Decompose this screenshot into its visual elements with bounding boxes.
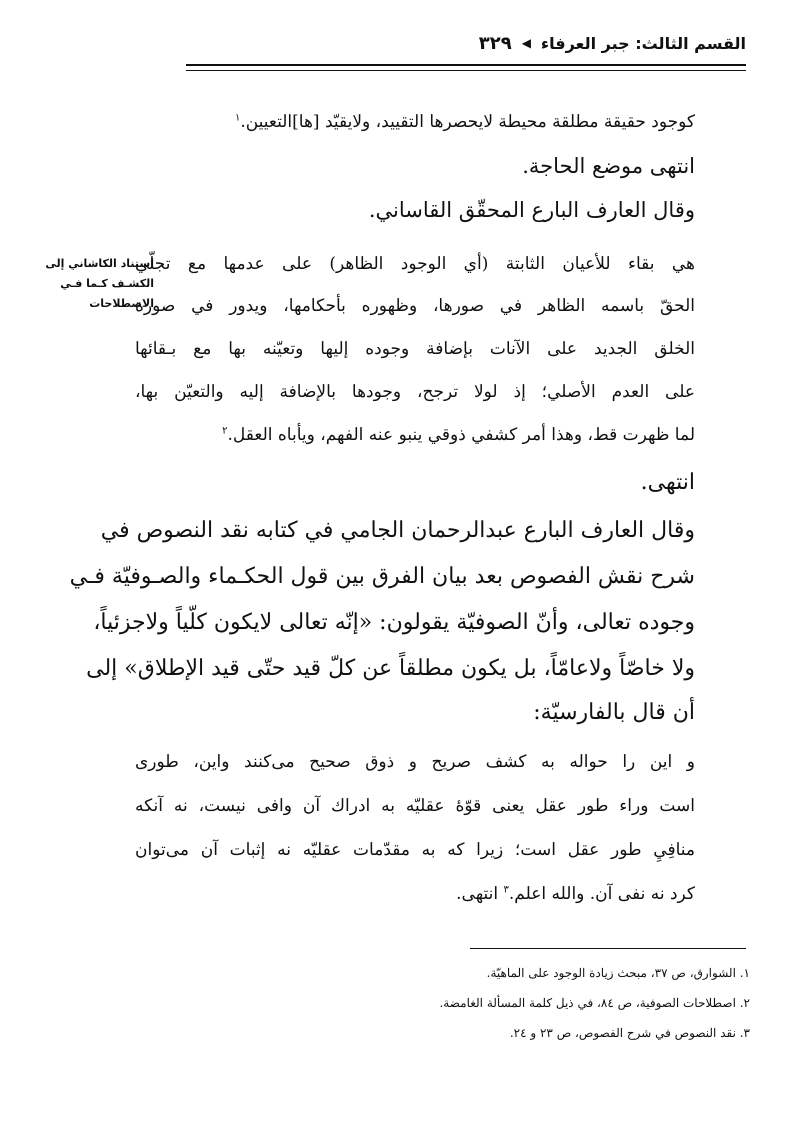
margin-note-line: الاصطلاحات xyxy=(89,297,154,310)
header-rule-thick xyxy=(186,64,746,66)
margin-note-line: الكشـف كـما فـي xyxy=(60,277,154,290)
paragraph-line-2: انتهى موضع الحاجة. xyxy=(522,154,695,178)
paragraph-line-13: ولا خاصّاً ولاعامّاً، بل يكون مطلقاً عن كلّ قيد حتّى قيد الإطلاق» إلى xyxy=(86,656,695,681)
persian-quote-line-4: كرد نه نفى آن. والله اعلم.$^٣$ انتهى. xyxy=(456,884,695,904)
header-rule-thin xyxy=(186,70,746,71)
paragraph-line-11: شرح نقش الفصوص بعد بيان الفرق بين قول الحكـماء والصـوفيّة فـي xyxy=(69,564,695,589)
paragraph-line-12: وجوده تعالى، وأنّ الصوفيّة يقولون: «إنّه تعالى لايكون كلّياً ولاجزئياً، xyxy=(93,610,695,635)
quote-line-4: هي بقاء للأعيان الثابتة (أي الوجود الظاهر) على عدمها مع تجلّي xyxy=(135,254,695,274)
triangle-left-icon: ◀ xyxy=(521,36,531,50)
persian-quote-line-2: است وراء طور عقل يعنى قوّهٔ عقليّه به ادراك آن وافى نيست، نه آنكه xyxy=(135,796,695,816)
quote-line-6: الخلق الجديد على الآنات بإضافة وجوده إليها وتعيّنه بها مع بـقائها xyxy=(135,339,695,359)
persian-quote-line-3: منافِيِ طور عقل است؛ زيرا كه به مقدّمات عقليّه نه إثبات آن مى‌توان xyxy=(135,840,695,860)
footnote-ref-3: ٣ xyxy=(503,884,509,896)
quote-line-1: كوجود حقيقة مطلقة محيطة لايحصرها التقييد، ولايقيّد [ها]التعيين.$^١$ xyxy=(234,112,695,132)
footnote-3: ٣. نقد النصوص في شرح الفصوص، ص ٢٣ و ٢٤. xyxy=(509,1026,750,1040)
quote-line-7: على العدم الأصلي؛ إذ لولا ترجح، وجودها بالإضافة إليه والتعيّن بها، xyxy=(135,382,695,402)
paragraph-line-3: وقال العارف البارع المحقّق القاساني. xyxy=(368,198,695,222)
footnote-1: ١. الشوارق، ص ٣٧، مبحث زيادة الوجود على الماهيّة. xyxy=(486,966,750,980)
quote-line-5: الحقّ باسمه الظاهر في صورها، وظهوره بأحكامها، ويدور في صورة xyxy=(135,296,695,316)
footnote-rule xyxy=(470,948,746,949)
running-title: القسم الثالث: جبر العرفاء xyxy=(540,33,746,53)
margin-note-line: استناد الكاشاني إلى xyxy=(45,257,154,270)
page-number: ٣٢٩ xyxy=(478,32,512,54)
paragraph-line-10: وقال العارف البارع عبدالرحمان الجامي في كتابه نقد النصوص في xyxy=(100,518,695,543)
footnote-ref-2: ٢ xyxy=(222,425,228,437)
footnote-2: ٢. اصطلاحات الصوفية، ص ٨٤، في ذيل كلمة المسألة الغامضة. xyxy=(439,996,750,1010)
paragraph-line-14: أن قال بالفارسيّة: xyxy=(533,700,695,725)
quote-line-8: لما ظهرت قط، وهذا أمر كشفي ذوقي ينبو عنه الفهم، ويأباه العقل.$^٢$ xyxy=(222,425,695,445)
running-header xyxy=(186,28,746,58)
paragraph-line-9: انتهى. xyxy=(640,470,695,495)
persian-quote-line-1: و اين را حواله به كشف صريح و ذوق صحيح مى‌كنند واين، طورى xyxy=(135,752,695,772)
footnote-ref-1: ١ xyxy=(234,112,241,124)
